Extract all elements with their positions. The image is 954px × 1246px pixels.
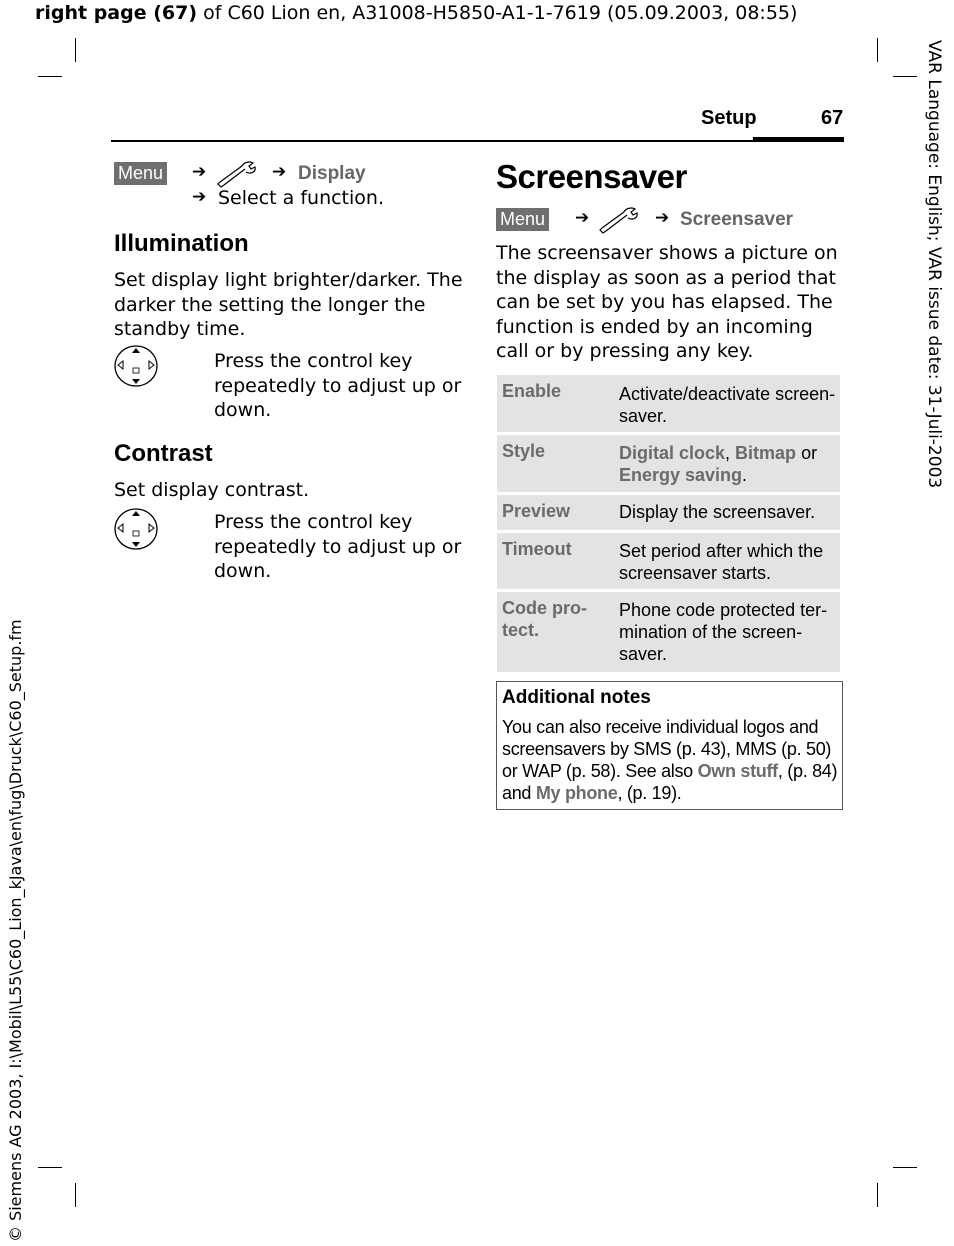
crop-mark xyxy=(38,1167,62,1168)
path-instruction: Select a function. xyxy=(218,187,384,209)
crop-mark xyxy=(893,1167,917,1168)
menu-key: Menu xyxy=(114,162,167,185)
option-timeout: Timeout xyxy=(502,539,572,559)
var-language-note: VAR Language: English; VAR issue date: 31-Juli-2003 xyxy=(924,40,944,489)
arrow-icon: ➔ xyxy=(272,162,287,182)
screensaver-intro: The screensaver shows a picture on the display as soon as a period that can be set by you has elapsed. The function is ended by an incoming call or by pressing any key. xyxy=(496,242,838,362)
crop-mark xyxy=(75,38,76,62)
contrast-instruction: Press the control key repeatedly to adjust up or down. xyxy=(214,511,462,582)
menu-path xyxy=(114,162,167,185)
crop-mark xyxy=(38,76,62,77)
contrast-heading: Contrast xyxy=(114,440,213,467)
additional-notes-box xyxy=(496,681,843,810)
print-info-rest: of C60 Lion en, A31008-H5850-A1-1-7619 (05.09.2003, 08:55) xyxy=(197,2,798,24)
arrow-icon: ➔ xyxy=(192,187,207,207)
header-rule xyxy=(111,140,844,142)
style-energy-saving: Energy saving xyxy=(619,465,743,485)
navigation-key-icon xyxy=(113,344,159,388)
option-code-protect: Code pro-tect. xyxy=(502,598,587,640)
option-style: Style xyxy=(502,441,546,461)
header-rule-accent xyxy=(753,137,844,142)
arrow-icon: ➔ xyxy=(655,208,670,228)
option-timeout-desc: Set period after which the screensaver starts. xyxy=(619,541,824,583)
option-preview-desc: Display the screensaver. xyxy=(619,502,816,522)
table-row xyxy=(497,435,840,492)
page-number: 67 xyxy=(821,107,844,129)
notes-text: , (p. 84) and xyxy=(502,761,838,803)
menu-key: Menu xyxy=(496,208,549,231)
print-info-bold: right page (67) xyxy=(35,2,198,24)
notes-text: You can also receive individual logos and screensavers by SMS (p. 43), MMS (p. 50) or WAP (p. 58). See also xyxy=(502,717,832,781)
contrast-text: Set display contrast. xyxy=(114,479,310,501)
option-enable: Enable xyxy=(502,381,562,401)
section-title: Setup xyxy=(701,107,757,129)
option-style-desc xyxy=(619,442,837,486)
print-info xyxy=(35,2,797,24)
navigation-key-icon xyxy=(113,507,159,551)
crop-mark xyxy=(877,38,878,62)
option-code-protect-desc: Phone code protected ter-mination of the screen-saver. xyxy=(619,600,828,664)
style-separator: , xyxy=(725,443,736,463)
table-row xyxy=(497,375,840,432)
wrench-icon xyxy=(216,160,258,188)
option-enable-desc: Activate/deactivate screen-saver. xyxy=(619,384,836,426)
illumination-instruction: Press the control key repeatedly to adjust up or down. xyxy=(214,350,462,421)
link-my-phone: My phone xyxy=(535,783,618,803)
style-end: . xyxy=(742,465,748,485)
additional-notes-text xyxy=(502,716,838,804)
option-preview: Preview xyxy=(502,501,571,521)
style-separator: or xyxy=(796,443,818,463)
crop-mark xyxy=(893,76,917,77)
arrow-icon: ➔ xyxy=(192,162,207,182)
illumination-text: Set display light brighter/darker. The darker the setting the longer the standby time. xyxy=(114,269,463,340)
table-row xyxy=(497,533,840,589)
path-item-display: Display xyxy=(298,163,366,184)
wrench-icon xyxy=(598,206,640,234)
illumination-heading: Illumination xyxy=(114,230,249,257)
table-row xyxy=(497,495,840,530)
link-own-stuff: Own stuff xyxy=(697,761,778,781)
path-item-screensaver: Screensaver xyxy=(680,209,794,230)
style-bitmap: Bitmap xyxy=(735,443,797,463)
crop-mark xyxy=(75,1183,76,1207)
table-row xyxy=(497,592,840,672)
file-path-note: © Siemens AG 2003, I:\Mobil\L55\C60_Lion_kJava\en\fug\Druck\C60_Setup.fm xyxy=(6,619,25,1242)
crop-mark xyxy=(877,1183,878,1207)
screensaver-heading: Screensaver xyxy=(496,158,687,195)
style-digital-clock: Digital clock xyxy=(619,443,726,463)
additional-notes-title: Additional notes xyxy=(502,687,651,708)
menu-path xyxy=(496,208,549,231)
notes-text: , (p. 19). xyxy=(617,783,682,803)
arrow-icon: ➔ xyxy=(575,208,590,228)
